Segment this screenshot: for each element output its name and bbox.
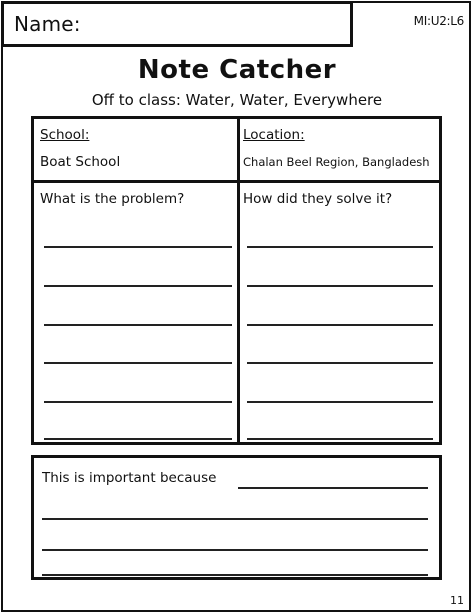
importance-answer-line[interactable] [42,518,428,520]
lesson-code: MI:U2:L6 [413,14,464,28]
solution-answer-line[interactable] [247,285,433,287]
importance-box [31,455,442,580]
grid-divider-horizontal [34,180,439,183]
name-field-box[interactable] [1,1,353,47]
problem-answer-line[interactable] [44,362,232,364]
problem-answer-line[interactable] [44,401,232,403]
location-value: Chalan Beel Region, Bangladesh [243,155,430,169]
page-title: Note Catcher [137,55,337,85]
importance-answer-line[interactable] [42,574,428,576]
solution-answer-line[interactable] [247,401,433,403]
solution-answer-line[interactable] [247,438,433,440]
problem-answer-line[interactable] [44,246,232,248]
page-subtitle: Off to class: Water, Water, Everywhere [91,91,383,109]
problem-answer-line[interactable] [44,438,232,440]
name-label: Name: [14,12,81,36]
importance-answer-line[interactable] [42,549,428,551]
location-label: Location: [243,127,305,143]
problem-answer-line[interactable] [44,285,232,287]
importance-answer-line[interactable] [238,487,428,489]
school-label: School: [40,127,90,143]
problem-answer-line[interactable] [44,324,232,326]
importance-label: This is important because [42,470,217,486]
grid-divider-vertical [237,119,240,442]
note-grid [31,116,442,445]
solution-answer-line[interactable] [247,362,433,364]
solution-answer-line[interactable] [247,246,433,248]
solution-question: How did they solve it? [243,191,393,207]
school-value: Boat School [40,154,121,170]
page-number: 11 [450,594,464,607]
problem-question: What is the problem? [40,191,185,207]
solution-answer-line[interactable] [247,324,433,326]
